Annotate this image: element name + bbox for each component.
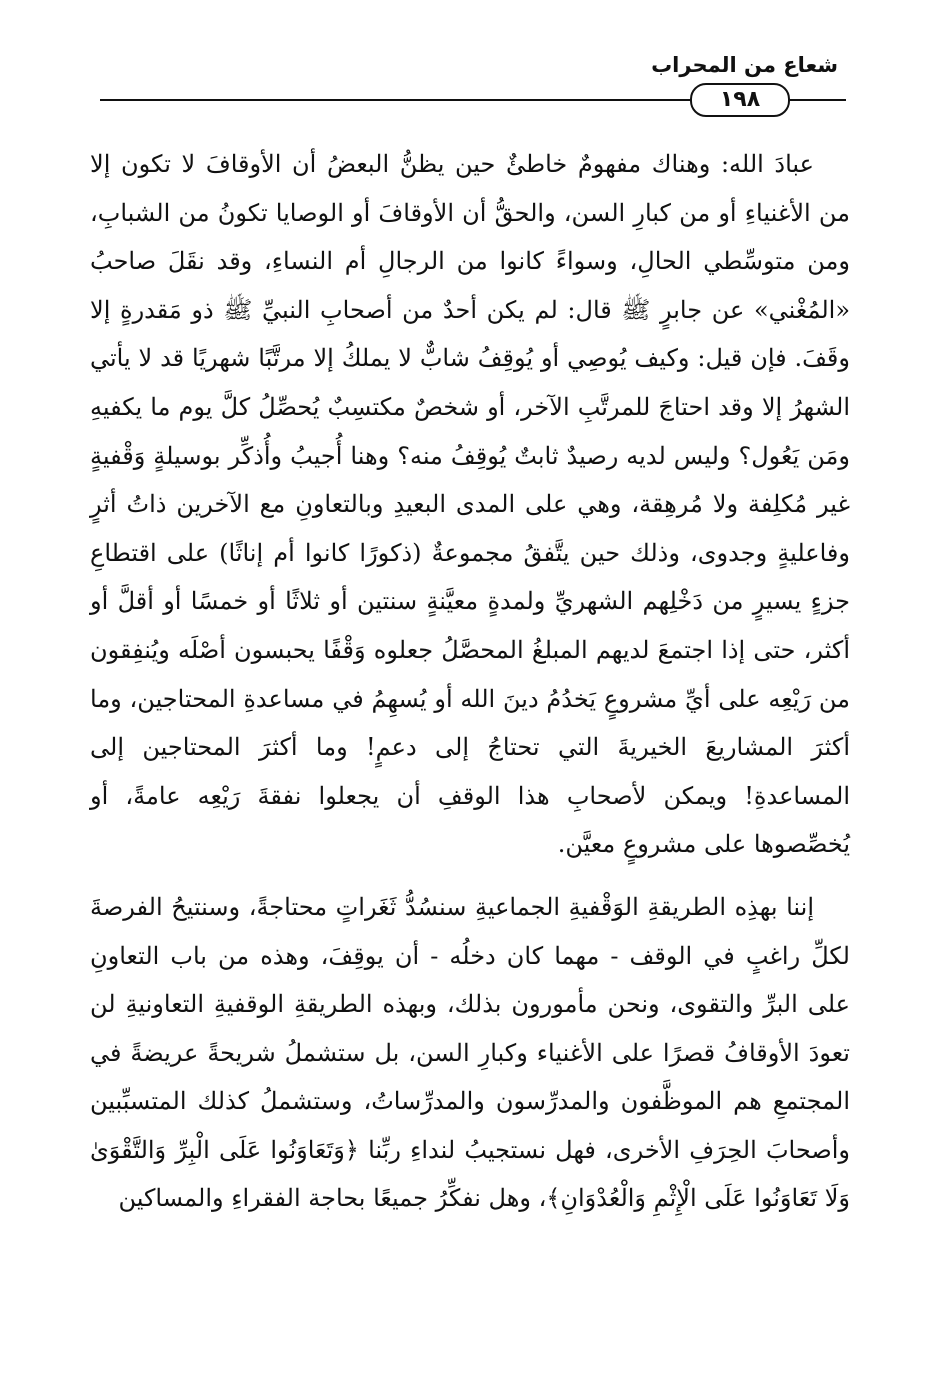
page-number-badge: ١٩٨ — [690, 83, 790, 117]
running-header-title: شعاع من المحراب — [651, 53, 838, 77]
paragraph: عبادَ الله: وهناك مفهومٌ خاطئٌ حين يظنُّ البعضُ أن الأوقافَ لا تكون إلا من الأغنياءِ أو من كبارِ السن، والحقُّ أن الأوقافَ أو الوصايا تكونُ من الشبابِ، ومن متوسِّطي الحالِ، وسواءً كانوا من الرجالِ أم النساءِ، وقد نقَلَ صاحبُ «المُغْني» عن جابرٍ ﷺ قال: لم يكن أحدٌ من أصحابِ النبيِّ ﷺ ذو مَقدرةٍ إلا وقَفَ. فإن قيل: وكيف يُوصِي أو يُوقِفُ شابٌّ لا يملكُ إلا مرتَّبًا شهريًا قد لا يأتي الشهرُ إلا وقد احتاجَ للمرتَّبِ الآخر، أو شخصٌ مكتسِبٌ يُحصِّلُ كلَّ يوم ما يكفيهِ ومَن يَعُول؟ وليس لديه رصيدٌ ثابتٌ يُوقِفُ منه؟ وهنا أُجيبُ وأُذكِّر بوسيلةٍ وَقْفيةٍ غير مُكلِفة ولا مُرهِقة، وهي على المدى البعيدِ وبالتعاونِ مع الآخرين ذاتُ أثرٍ وفاعليةٍ وجدوى، وذلك حين يتَّفقُ مجموعةٌ (ذكورًا كانوا أم إناثًا) على اقتطاعِ جزءٍ يسيرٍ من دَخْلِهم الشهريِّ ولمدةٍ معيَّنةٍ سنتين أو ثلاثًا أو خمسًا أو أقلَّ أو أكثر، حتى إذا اجتمعَ لديهم المبلغُ المحصَّلُ جعلوه وَقْفًا يحبسون أصْلَه ويُنفِقون من رَيْعِه على أيِّ مشروعٍ يَخدُمُ دينَ الله أو يُسهِمُ في مساعدةِ المحتاجين، وما أكثرَ المشاريعَ الخيريةَ التي تحتاجُ إلى دعمٍ! وما أكثرَ المحتاجين إلى المساعدةِ! ويمكن لأصحابِ هذا الوقفِ أن يجعلوا نفقةَ رَيْعِه عامةً، أو يُخصِّصوها على مشروعٍ معيَّن. — [90, 150, 851, 859]
paragraph: إننا بهذِه الطريقةِ الوَقْفيةِ الجماعيةِ سنسُدُّ ثَغَراتٍ محتاجةً، وسنتيحُ الفرصةَ لكلِّ راغبٍ في الوقف - مهما كان دخلُه - أن يوقِفَ، وهذه من باب التعاونِ على البرِّ والتقوى، ونحن مأمورون بذلك، وبهذه الطريقةِ الوقفيةِ التعاونيةِ لن تعودَ الأوقافُ قصرًا على الأغنياء وكبارِ السن، بل ستشملُ شريحةً عريضةً في المجتمعِ هم الموظَّفون والمدرِّسون والمدرِّساتُ، وستشملُ كذلك المتسبِّبين وأصحابَ الحِرَفِ الأخرى، فهل نستجيبُ لنداءِ ربِّنا ﴿وَتَعَاوَنُوا عَلَى الْبِرِّ وَالتَّقْوَىٰ وَلَا تَعَاوَنُوا عَلَى الْإِثْمِ وَالْعُدْوَانِ﴾، وهل نفكِّرُ جميعًا بحاجة الفقراءِ والمساكين — [90, 892, 850, 1213]
body-text — [90, 140, 850, 1223]
